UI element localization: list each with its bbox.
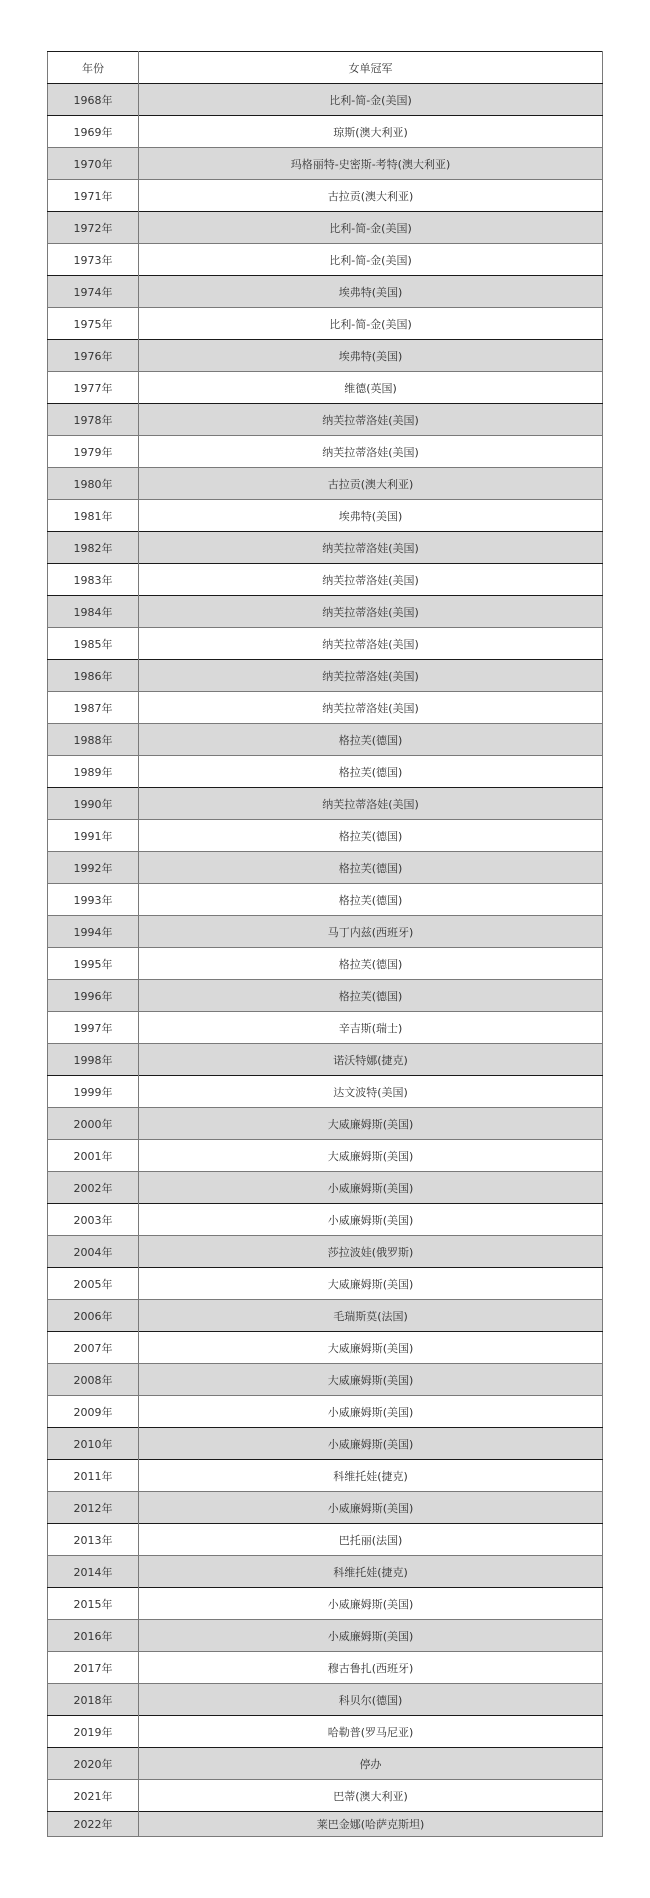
table-row <box>48 1524 603 1556</box>
year-cell: 1996年 <box>48 980 139 1012</box>
champion-cell: 纳芙拉蒂洛娃(美国) <box>139 564 603 596</box>
year-cell: 1985年 <box>48 628 139 660</box>
year-cell: 1972年 <box>48 212 139 244</box>
champion-cell: 纳芙拉蒂洛娃(美国) <box>139 660 603 692</box>
table-row <box>48 1140 603 1172</box>
year-cell: 2003年 <box>48 1204 139 1236</box>
table-row <box>48 1812 603 1837</box>
year-cell: 2014年 <box>48 1556 139 1588</box>
table-body <box>48 84 603 1837</box>
year-cell: 1974年 <box>48 276 139 308</box>
year-cell: 2011年 <box>48 1460 139 1492</box>
champion-cell: 莎拉波娃(俄罗斯) <box>139 1236 603 1268</box>
champion-cell: 科贝尔(德国) <box>139 1684 603 1716</box>
table-row <box>48 1556 603 1588</box>
table-row <box>48 1172 603 1204</box>
year-cell: 2006年 <box>48 1300 139 1332</box>
table-row <box>48 276 603 308</box>
year-cell: 1978年 <box>48 404 139 436</box>
year-cell: 2008年 <box>48 1364 139 1396</box>
column-header-champion: 女单冠军 <box>139 52 603 84</box>
champion-cell: 毛瑞斯莫(法国) <box>139 1300 603 1332</box>
table-row <box>48 1748 603 1780</box>
table-row <box>48 820 603 852</box>
year-cell: 1976年 <box>48 340 139 372</box>
champion-cell: 小威廉姆斯(美国) <box>139 1428 603 1460</box>
champion-cell: 比利-简-金(美国) <box>139 308 603 340</box>
table-row <box>48 852 603 884</box>
table-row <box>48 564 603 596</box>
champion-cell: 小威廉姆斯(美国) <box>139 1588 603 1620</box>
table-row <box>48 1300 603 1332</box>
column-header-year: 年份 <box>48 52 139 84</box>
year-cell: 2016年 <box>48 1620 139 1652</box>
year-cell: 1993年 <box>48 884 139 916</box>
table-row <box>48 1460 603 1492</box>
table-row <box>48 1780 603 1812</box>
table-row <box>48 468 603 500</box>
year-cell: 1968年 <box>48 84 139 116</box>
year-cell: 1994年 <box>48 916 139 948</box>
table-row <box>48 436 603 468</box>
year-cell: 1998年 <box>48 1044 139 1076</box>
year-cell: 2019年 <box>48 1716 139 1748</box>
champion-cell: 纳芙拉蒂洛娃(美国) <box>139 404 603 436</box>
year-cell: 1981年 <box>48 500 139 532</box>
champion-cell: 小威廉姆斯(美国) <box>139 1620 603 1652</box>
champion-cell: 纳芙拉蒂洛娃(美国) <box>139 436 603 468</box>
table-row <box>48 1364 603 1396</box>
champion-cell: 古拉贡(澳大利亚) <box>139 180 603 212</box>
champion-cell: 纳芙拉蒂洛娃(美国) <box>139 692 603 724</box>
table-row <box>48 1428 603 1460</box>
year-cell: 2000年 <box>48 1108 139 1140</box>
table-row <box>48 1108 603 1140</box>
year-cell: 2021年 <box>48 1780 139 1812</box>
champion-cell: 诺沃特娜(捷克) <box>139 1044 603 1076</box>
year-cell: 1979年 <box>48 436 139 468</box>
year-cell: 1999年 <box>48 1076 139 1108</box>
champion-cell: 大威廉姆斯(美国) <box>139 1268 603 1300</box>
womens-singles-champions-table <box>47 51 603 1837</box>
table-row <box>48 1492 603 1524</box>
table-row <box>48 884 603 916</box>
champion-cell: 比利-简-金(美国) <box>139 212 603 244</box>
table-row <box>48 692 603 724</box>
table-row <box>48 212 603 244</box>
champion-cell: 比利-简-金(美国) <box>139 244 603 276</box>
champion-cell: 琼斯(澳大利亚) <box>139 116 603 148</box>
champion-cell: 达文波特(美国) <box>139 1076 603 1108</box>
year-cell: 1992年 <box>48 852 139 884</box>
year-cell: 1973年 <box>48 244 139 276</box>
table-row <box>48 340 603 372</box>
year-cell: 1971年 <box>48 180 139 212</box>
champion-cell: 比利-简-金(美国) <box>139 84 603 116</box>
champion-cell: 格拉芙(德国) <box>139 724 603 756</box>
table-row <box>48 532 603 564</box>
table-row <box>48 148 603 180</box>
table-row <box>48 404 603 436</box>
year-cell: 1977年 <box>48 372 139 404</box>
table-row <box>48 1588 603 1620</box>
table-row <box>48 372 603 404</box>
table-row <box>48 980 603 1012</box>
champion-cell: 小威廉姆斯(美国) <box>139 1492 603 1524</box>
year-cell: 2009年 <box>48 1396 139 1428</box>
champion-cell: 科维托娃(捷克) <box>139 1556 603 1588</box>
year-cell: 2020年 <box>48 1748 139 1780</box>
champion-cell: 纳芙拉蒂洛娃(美国) <box>139 628 603 660</box>
table-row <box>48 1620 603 1652</box>
table-row <box>48 1268 603 1300</box>
year-cell: 1970年 <box>48 148 139 180</box>
table-row <box>48 84 603 116</box>
year-cell: 2018年 <box>48 1684 139 1716</box>
table-row <box>48 788 603 820</box>
year-cell: 1975年 <box>48 308 139 340</box>
champion-cell: 纳芙拉蒂洛娃(美国) <box>139 596 603 628</box>
champion-cell: 维德(英国) <box>139 372 603 404</box>
champion-cell: 莱巴金娜(哈萨克斯坦) <box>139 1812 603 1837</box>
table-row <box>48 628 603 660</box>
champion-cell: 马丁内兹(西班牙) <box>139 916 603 948</box>
table-row <box>48 180 603 212</box>
champion-cell: 哈勒普(罗马尼亚) <box>139 1716 603 1748</box>
table-row <box>48 1076 603 1108</box>
table-row <box>48 1716 603 1748</box>
year-cell: 1989年 <box>48 756 139 788</box>
table-row <box>48 1204 603 1236</box>
year-cell: 2005年 <box>48 1268 139 1300</box>
champion-cell: 大威廉姆斯(美国) <box>139 1140 603 1172</box>
champion-cell: 巴蒂(澳大利亚) <box>139 1780 603 1812</box>
table-row <box>48 308 603 340</box>
year-cell: 1988年 <box>48 724 139 756</box>
year-cell: 1982年 <box>48 532 139 564</box>
table-row <box>48 724 603 756</box>
table-header-row <box>48 52 603 84</box>
champion-cell: 停办 <box>139 1748 603 1780</box>
champion-cell: 小威廉姆斯(美国) <box>139 1204 603 1236</box>
table-row <box>48 1044 603 1076</box>
champion-cell: 埃弗特(美国) <box>139 276 603 308</box>
champion-cell: 玛格丽特-史密斯-考特(澳大利亚) <box>139 148 603 180</box>
champion-cell: 巴托丽(法国) <box>139 1524 603 1556</box>
year-cell: 2017年 <box>48 1652 139 1684</box>
champion-cell: 格拉芙(德国) <box>139 884 603 916</box>
champion-cell: 纳芙拉蒂洛娃(美国) <box>139 788 603 820</box>
champion-cell: 小威廉姆斯(美国) <box>139 1396 603 1428</box>
year-cell: 1969年 <box>48 116 139 148</box>
champion-cell: 埃弗特(美国) <box>139 500 603 532</box>
champion-cell: 大威廉姆斯(美国) <box>139 1332 603 1364</box>
champions-table-container <box>47 51 602 1837</box>
year-cell: 1997年 <box>48 1012 139 1044</box>
table-row <box>48 500 603 532</box>
year-cell: 2012年 <box>48 1492 139 1524</box>
champion-cell: 大威廉姆斯(美国) <box>139 1364 603 1396</box>
table-row <box>48 916 603 948</box>
champion-cell: 埃弗特(美国) <box>139 340 603 372</box>
year-cell: 1986年 <box>48 660 139 692</box>
year-cell: 2015年 <box>48 1588 139 1620</box>
year-cell: 2004年 <box>48 1236 139 1268</box>
champion-cell: 大威廉姆斯(美国) <box>139 1108 603 1140</box>
champion-cell: 辛吉斯(瑞士) <box>139 1012 603 1044</box>
year-cell: 1984年 <box>48 596 139 628</box>
table-row <box>48 244 603 276</box>
year-cell: 2007年 <box>48 1332 139 1364</box>
table-row <box>48 1236 603 1268</box>
year-cell: 1983年 <box>48 564 139 596</box>
champion-cell: 格拉芙(德国) <box>139 820 603 852</box>
table-row <box>48 1652 603 1684</box>
table-row <box>48 660 603 692</box>
table-row <box>48 596 603 628</box>
table-row <box>48 1396 603 1428</box>
year-cell: 1980年 <box>48 468 139 500</box>
table-row <box>48 1332 603 1364</box>
champion-cell: 纳芙拉蒂洛娃(美国) <box>139 532 603 564</box>
table-row <box>48 116 603 148</box>
champion-cell: 科维托娃(捷克) <box>139 1460 603 1492</box>
year-cell: 1990年 <box>48 788 139 820</box>
table-row <box>48 948 603 980</box>
year-cell: 2010年 <box>48 1428 139 1460</box>
champion-cell: 小威廉姆斯(美国) <box>139 1172 603 1204</box>
table-row <box>48 1684 603 1716</box>
year-cell: 2013年 <box>48 1524 139 1556</box>
year-cell: 2022年 <box>48 1812 139 1837</box>
table-row <box>48 756 603 788</box>
champion-cell: 格拉芙(德国) <box>139 948 603 980</box>
year-cell: 2001年 <box>48 1140 139 1172</box>
table-row <box>48 1012 603 1044</box>
year-cell: 1991年 <box>48 820 139 852</box>
champion-cell: 古拉贡(澳大利亚) <box>139 468 603 500</box>
year-cell: 1995年 <box>48 948 139 980</box>
year-cell: 1987年 <box>48 692 139 724</box>
champion-cell: 穆古鲁扎(西班牙) <box>139 1652 603 1684</box>
champion-cell: 格拉芙(德国) <box>139 852 603 884</box>
champion-cell: 格拉芙(德国) <box>139 980 603 1012</box>
year-cell: 2002年 <box>48 1172 139 1204</box>
champion-cell: 格拉芙(德国) <box>139 756 603 788</box>
